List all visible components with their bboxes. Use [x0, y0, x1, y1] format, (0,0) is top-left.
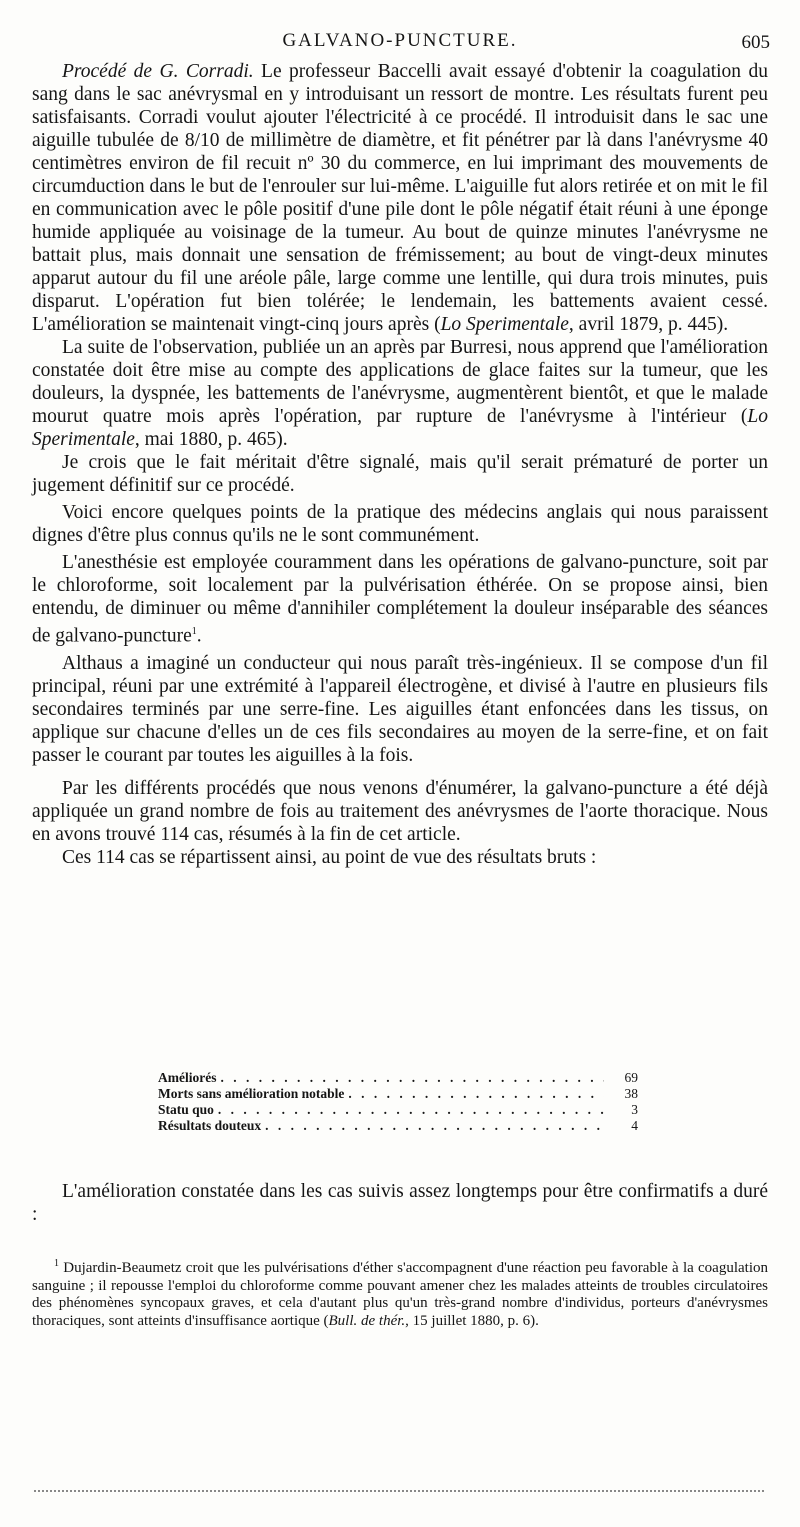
results-label: Résultats douteux [158, 1118, 262, 1133]
citation-detail: , avril 1879, p. 445). [568, 314, 729, 335]
citation-title: Lo Sperimentale [440, 314, 569, 335]
paragraph-english-practice: Voici encore quelques points de la pratique des médecins anglais qui nous paraissent dignes d'être plus connus qu'ils ne le sont communément. [32, 502, 768, 546]
paragraph-end: . [196, 625, 202, 647]
paragraph-duration: L'amélioration constatée dans les cas suivis assez longtemps pour être confirmatifs a duré : [32, 1181, 768, 1225]
results-row [158, 1070, 638, 1086]
citation-detail: , mai 1880, p. 465). [134, 429, 288, 450]
results-row [158, 1086, 638, 1102]
section-lead: Procédé de G. Corradi. [62, 61, 254, 82]
footnote-reference: 1 [191, 626, 197, 637]
results-label: Améliorés [158, 1070, 217, 1085]
paragraph-corradi [32, 60, 768, 336]
results-value: 38 [624, 1086, 638, 1101]
citation-title: Bull. de thér. [328, 1312, 406, 1329]
leader-dots [265, 1118, 604, 1134]
results-label: Morts sans amélioration notable [158, 1086, 345, 1101]
paragraph-procedures: Par les différents procédés que nous venons d'énumérer, la galvano-puncture a été déjà appliquée un grand nombre de fois au traitement des anévrysmes de l'aorte thoracique. Nous en avons trouvé 114 cas, résumés à la fin de cet article. [32, 777, 768, 845]
results-table [158, 1070, 638, 1134]
leader-dots [348, 1086, 604, 1102]
footnote-body: Dujardin-Beaumetz croit que les pulvérisations d'éther s'accompagnent d'une réaction peu favorable à la coagulation sanguine ; il repousse l'emploi du chloroforme comme pouvant amener chez les malades atteints de troubles circulatoires des phénomènes syncopaux graves, et cela d'autant plus qu'un très-grand nombre d'individus, porteurs d'anévrysmes thoraciques, sont atteints d'insuffisance aortique ( [32, 1260, 768, 1329]
footnote-text [32, 1255, 768, 1330]
results-label: Statu quo [158, 1102, 214, 1117]
leader-dots [218, 1102, 604, 1118]
results-value: 69 [624, 1070, 638, 1085]
paragraph-althaus: Althaus a imaginé un conducteur qui nous paraît très-ingénieux. Il se compose d'un fil principal, réuni par une extrémité à l'appareil électrogène, et divisé à l'autre en plusieurs fils secondaires terminés par une serre-fine. Les aiguilles étant enfoncées dans les tissus, on applique sur chacune d'elles un de ces fils secondaires au moyen de la serre-fine, et on fait passer le courant par toutes les aiguilles à la fois. [32, 652, 768, 766]
running-title: GALVANO-PUNCTURE. [282, 30, 518, 51]
footnote [32, 1255, 768, 1330]
results-row [158, 1102, 638, 1118]
paragraph-judgement: Je crois que le fait méritait d'être signalé, mais qu'il serait prématuré de porter un jugement définitif sur ce procédé. [32, 452, 768, 496]
results-value: 4 [631, 1118, 638, 1133]
paragraph-text: L'anesthésie est employée couramment dans les opérations de galvano-puncture, soit par le chloroforme, soit localement par la pulvérisation éthérée. On se propose ainsi, bien entendu, de diminuer ou même d'annihiler complétement la douleur inséparable des séances de galvano-puncture [32, 552, 768, 647]
paragraph-text: Le professeur Baccelli avait essayé d'obtenir la coagulation du sang dans le sac anévrysmal en y introduisant un ressort de montre. Les résultats furent peu satisfaisants. Corradi voulut ajouter l'électricité à ce procédé. Il introduisit dans le sac une aiguille tubulée de 8/10 de millimètre de diamètre, et fit pénétrer par là dans l'anévrysme 40 centimètres environ de fil recuit nº 30 du commerce, en lui imprimant des mouvements de circumduction dans le but de l'enrouler sur lui-même. L'aiguille fut alors retirée et on mit le fil en communication avec le pôle positif d'une pile dont le pôle négatif était réuni à une éponge humide appliquée au voisinage de la tumeur. Au bout de quinze minutes l'anévrysme ne battait plus, mais donnait une sensation de frémissement; au bout de vingt-deux minutes apparut autour du fil une aréole pâle, large comme une lentille, qui dura trois minutes, puis disparut. L'opération fut bien tolérée; le lendemain, les battements avaient cessé. L'amélioration se maintenait vingt-cinq jours après ( [32, 61, 768, 335]
citation-title: Lo Sperimentale [32, 406, 768, 450]
closing-text [32, 1180, 768, 1226]
leader-dots [220, 1070, 604, 1086]
page-number: 605 [741, 32, 770, 53]
paragraph-text: La suite de l'observation, publiée un an après par Burresi, nous apprend que l'amélioration constatée doit être mise au compte des applications de glace faites sur la tumeur, que les douleurs, la dyspnée, les battements de l'anévrysme, augmentèrent bientôt, et que le malade mourut quatre mois après l'opération, par rupture de l'anévrysme à l'intérieur ( [32, 337, 768, 427]
main-text [32, 60, 768, 869]
footnote-mark: 1 [54, 1258, 59, 1269]
results-row [158, 1118, 638, 1134]
citation-detail: , 15 juillet 1880, p. 6). [405, 1312, 539, 1329]
bottom-dotted-rule [34, 1490, 764, 1492]
results-value: 3 [631, 1102, 638, 1117]
paragraph-anesthesia [32, 551, 768, 648]
page-header [0, 30, 800, 60]
paragraph-burresi [32, 336, 768, 451]
paragraph-distribution: Ces 114 cas se répartissent ainsi, au point de vue des résultats bruts : [62, 846, 597, 868]
